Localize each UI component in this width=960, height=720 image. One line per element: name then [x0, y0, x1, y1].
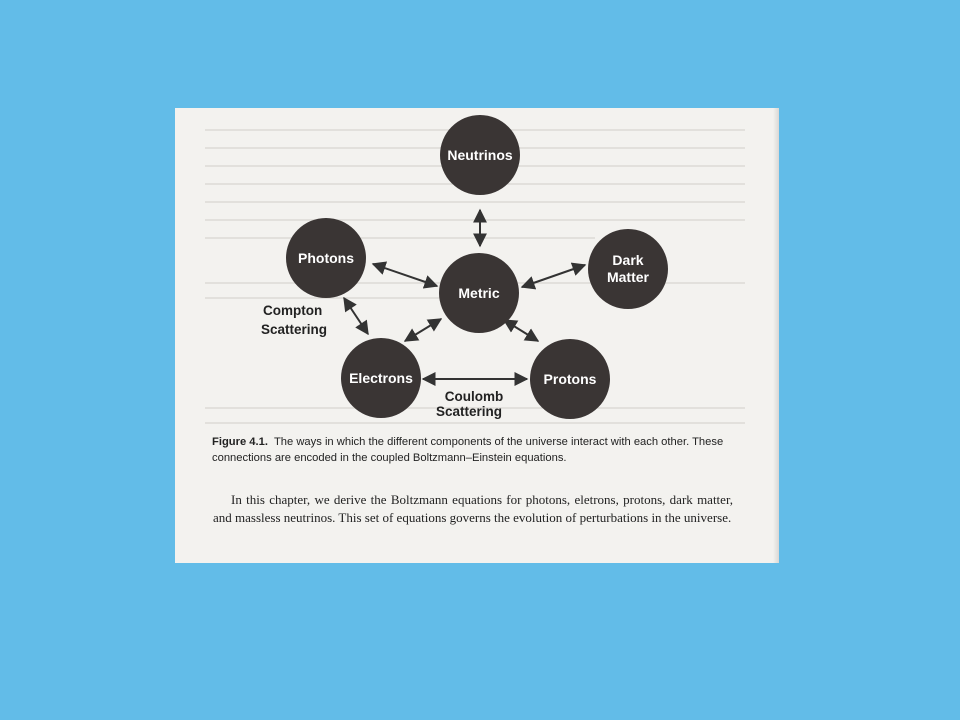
- arrow-electrons-metric: [405, 319, 441, 341]
- label-coulomb-scattering: [436, 389, 503, 419]
- arrow-protons-metric: [504, 320, 538, 341]
- node-protons: [530, 339, 610, 419]
- interaction-diagram: [175, 108, 779, 438]
- svg-text:Compton: Compton: [263, 303, 323, 318]
- svg-text:Electrons: Electrons: [349, 370, 413, 386]
- node-electrons: [341, 338, 421, 418]
- page-edge-shadow: [773, 108, 779, 563]
- node-dark-matter: [588, 229, 668, 309]
- svg-text:Dark: Dark: [612, 252, 644, 268]
- node-neutrinos: [440, 115, 520, 195]
- svg-text:Matter: Matter: [606, 269, 650, 285]
- node-metric: [439, 253, 519, 333]
- figure-label: Figure 4.1.: [212, 436, 268, 448]
- caption-text: The ways in which the different components of the universe interact with each other. These connections are encoded in the coupled Boltzmann–Einstein equations.: [212, 436, 724, 464]
- scanned-page: [175, 108, 779, 563]
- node-photons: [286, 218, 366, 298]
- figure-caption: [212, 434, 732, 466]
- svg-text:Protons: Protons: [543, 371, 597, 387]
- body-paragraph: In this chapter, we derive the Boltzmann equations for photons, eletrons, protons, dark matter, and massless neutrinos. This set of equations governs the evolution of perturbations in the universe.: [213, 492, 733, 525]
- label-compton-scattering: [261, 303, 327, 337]
- arrow-photons-electrons: [344, 298, 368, 334]
- svg-text:Photons: Photons: [298, 250, 354, 266]
- arrow-darkmatter-metric: [522, 265, 585, 287]
- svg-text:Metric: Metric: [458, 285, 500, 301]
- svg-text:Scattering: Scattering: [261, 322, 328, 337]
- svg-text:Neutrinos: Neutrinos: [447, 147, 513, 163]
- svg-text:Scattering: Scattering: [435, 404, 503, 419]
- svg-text:Coulomb: Coulomb: [444, 389, 504, 404]
